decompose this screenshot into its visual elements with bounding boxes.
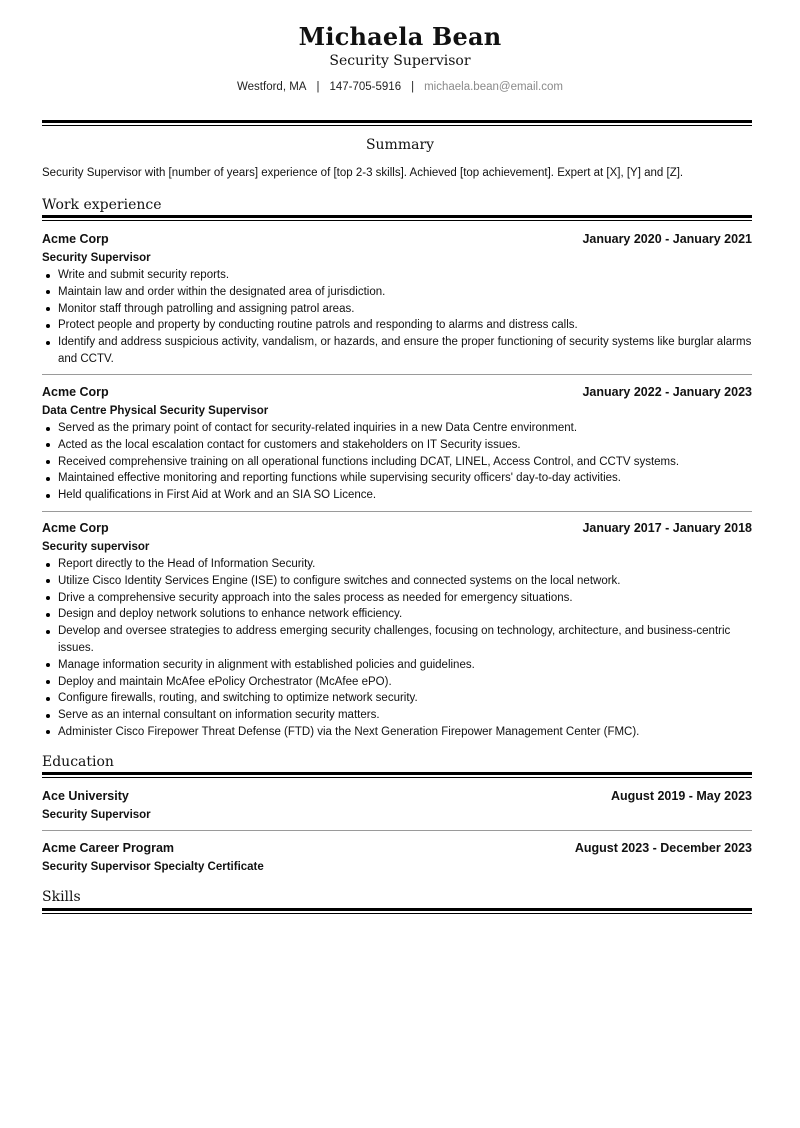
candidate-title: Security Supervisor [329, 53, 471, 69]
job-bullet: Received comprehensive training on all operational functions including DCAT, LINEL, Access Control, and CCTV systems. [42, 454, 752, 471]
job-company: Acme Corp [42, 385, 109, 399]
job-bullet-list [42, 420, 752, 504]
job-entry [42, 385, 752, 504]
job-bullet: Administer Cisco Firepower Threat Defense (FTD) via the Next Generation Firepower Management Center (FMC). [42, 724, 752, 741]
job-bullet: Drive a comprehensive security approach into the sales process as needed for emergency situations. [42, 590, 752, 607]
job-bullet-list [42, 267, 752, 368]
job-bullet: Acted as the local escalation contact for customers and stakeholders on IT Security issues. [42, 437, 752, 454]
job-bullet: Deploy and maintain McAfee ePolicy Orchestrator (McAfee ePO). [42, 674, 752, 691]
job-role: Security Supervisor [42, 252, 151, 264]
job-bullet: Serve as an internal consultant on information security matters. [42, 707, 752, 724]
contact-location: Westford, MA [237, 81, 307, 93]
job-dates: January 2017 - January 2018 [582, 521, 752, 535]
job-bullet: Report directly to the Head of Information Security. [42, 556, 752, 573]
contact-line [0, 81, 800, 93]
summary-text: Security Supervisor with [number of years] experience of [top 2-3 skills]. Achieved [top achievement]. Expert at [X], [Y] and [Z]. [42, 167, 684, 179]
job-dates: January 2022 - January 2023 [582, 385, 752, 399]
job-dates: January 2020 - January 2021 [582, 232, 752, 246]
skills-divider-thick [42, 908, 752, 911]
education-dates: August 2023 - December 2023 [574, 841, 752, 855]
job-bullet: Utilize Cisco Identity Services Engine (ISE) to configure switches and connected systems on the local network. [42, 573, 752, 590]
job-bullet: Configure firewalls, routing, and switching to optimize network security. [42, 690, 752, 707]
job-bullet-list [42, 556, 752, 741]
work-experience-heading: Work experience [42, 197, 162, 213]
job-bullet: Identify and address suspicious activity, vandalism, or hazards, and ensure the proper functioning of security systems like burglar alarms and CCTV. [42, 334, 752, 368]
job-bullet: Held qualifications in First Aid at Work and an SIA SO Licence. [42, 487, 752, 504]
education-divider-thick [42, 772, 752, 775]
education-school: Acme Career Program [42, 841, 175, 855]
education-divider [42, 830, 752, 831]
contact-email-link[interactable]: michaela.bean@email.com [424, 81, 563, 93]
job-bullet: Develop and oversee strategies to address emerging security challenges, focusing on technology, architecture, and business-centric issues. [42, 623, 752, 657]
contact-phone: 147-705-5916 [329, 81, 402, 93]
contact-separator: | [316, 81, 320, 93]
job-bullet: Write and submit security reports. [42, 267, 752, 284]
header-divider-thin [42, 125, 752, 126]
work-divider-thick [42, 215, 752, 218]
education-degree: Security Supervisor [42, 809, 151, 821]
job-company: Acme Corp [42, 521, 109, 535]
education-heading: Education [42, 754, 114, 770]
job-bullet: Design and deploy network solutions to enhance network efficiency. [42, 606, 752, 623]
job-entry [42, 232, 752, 368]
job-bullet: Maintain law and order within the designated area of jurisdiction. [42, 284, 752, 301]
header-divider-thick [42, 120, 752, 123]
job-bullet: Maintained effective monitoring and reporting functions while supervising security officers' day-to-day activities. [42, 470, 752, 487]
education-degree: Security Supervisor Specialty Certificate [42, 861, 264, 873]
job-divider [42, 374, 752, 375]
job-role: Data Centre Physical Security Supervisor [42, 405, 269, 417]
summary-heading: Summary [365, 137, 435, 153]
job-bullet: Protect people and property by conducting routine patrols and responding to alarms and distress calls. [42, 317, 752, 334]
education-entry [42, 841, 752, 876]
job-role: Security supervisor [42, 541, 150, 553]
work-divider-thin [42, 220, 752, 221]
education-entry [42, 789, 752, 824]
job-company: Acme Corp [42, 232, 109, 246]
job-divider [42, 511, 752, 512]
skills-heading: Skills [42, 889, 81, 905]
job-bullet: Served as the primary point of contact for security-related inquiries in a new Data Centre environment. [42, 420, 752, 437]
education-divider-thin [42, 777, 752, 778]
education-dates: August 2019 - May 2023 [610, 789, 752, 803]
job-entry [42, 521, 752, 741]
candidate-name: Michaela Bean [298, 22, 502, 51]
skills-divider-thin [42, 913, 752, 914]
education-school: Ace University [42, 789, 129, 803]
job-bullet: Manage information security in alignment with established policies and guidelines. [42, 657, 752, 674]
job-bullet: Monitor staff through patrolling and assigning patrol areas. [42, 301, 752, 318]
contact-separator: | [411, 81, 415, 93]
